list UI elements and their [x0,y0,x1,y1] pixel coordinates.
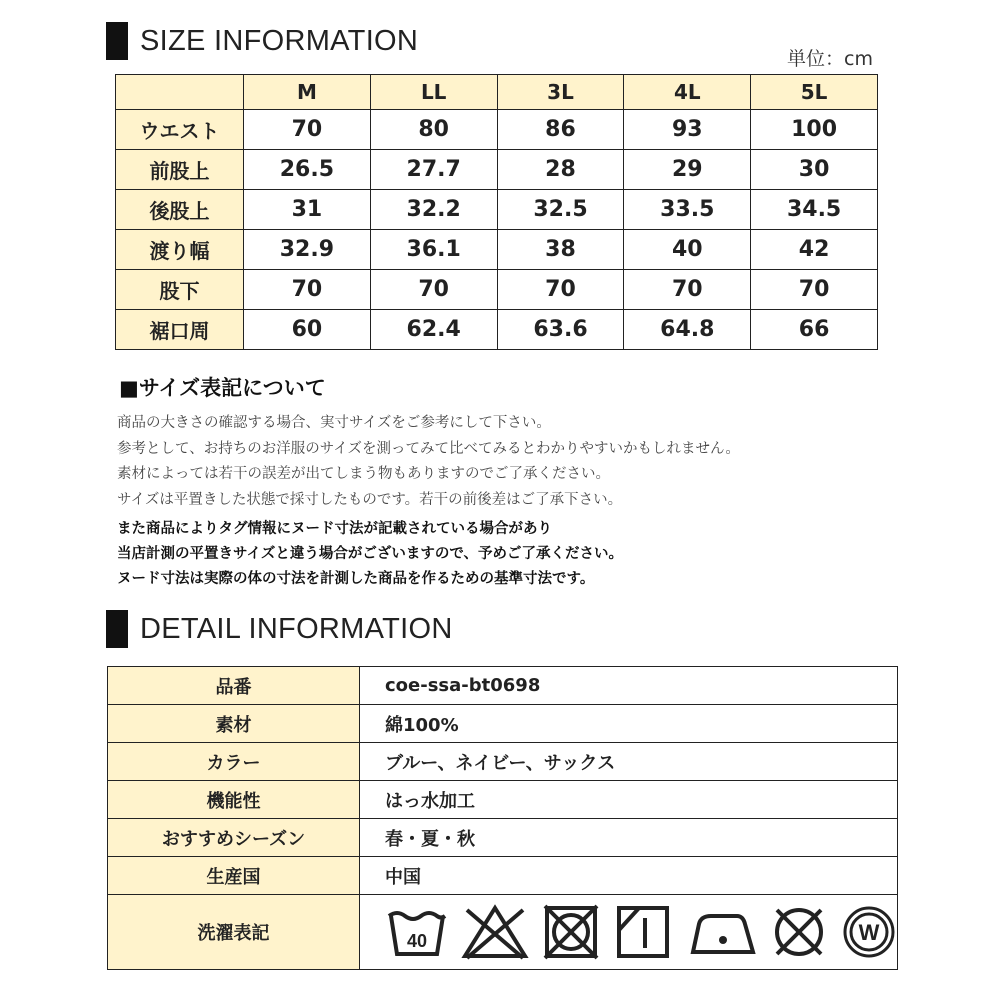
care-icons-cell [360,895,898,970]
size-cell: 36.1 [370,230,497,270]
size-col-header: 3L [497,75,624,110]
detail-section-title: DETAIL INFORMATION [140,612,453,645]
size-col-header: 5L [751,75,878,110]
note-line: 参考として、お持ちのお洋服のサイズを測ってみて比べてみるとわかりやすいかもしれません。 [117,440,740,457]
size-cell: 26.5 [244,150,371,190]
detail-value: coe-ssa-bt0698 [360,667,898,705]
table-row [116,230,878,270]
table-row [116,310,878,350]
line-dry-shade-icon [613,902,673,962]
size-cell: 29 [624,150,751,190]
table-row [108,857,898,895]
size-notes-heading: ■サイズ表記について [119,376,326,400]
size-cell: 70 [497,270,624,310]
size-cell: 34.5 [751,190,878,230]
size-row-label: 渡り幅 [116,230,244,270]
detail-value: はっ水加工 [360,781,898,819]
note-line: 素材によっては若干の誤差が出てしまう物もありますのでご了承ください。 [117,466,610,482]
no-bleach-icon [461,902,529,962]
size-cell: 38 [497,230,624,270]
note-line-bold: ヌード寸法は実際の体の寸法を計測した商品を作るための基準寸法です。 [117,571,595,587]
no-dry-clean-icon [769,902,829,962]
size-cell: 28 [497,150,624,190]
unit-label: 単位：cm [787,48,873,70]
size-notes [117,411,740,513]
detail-table [107,666,898,970]
care-icons [385,902,897,962]
table-row [108,667,898,705]
size-row-label: 後股上 [116,190,244,230]
detail-value: 中国 [360,857,898,895]
size-cell: 62.4 [370,310,497,350]
note-line: 商品の大きさの確認する場合、実寸サイズをご参考にして下さい。 [117,415,551,431]
size-table [115,74,878,350]
size-row-label: 前股上 [116,150,244,190]
size-section-header [106,22,418,60]
size-cell: 31 [244,190,371,230]
detail-section-header [106,610,453,648]
size-table-header-row [116,75,878,110]
size-cell: 70 [244,110,371,150]
size-cell: 70 [751,270,878,310]
note-line-bold: 当店計測の平置きサイズと違う場合がございますので、予めご了承ください。 [117,546,624,562]
detail-label: カラー [108,743,360,781]
nude-size-notes [117,517,623,592]
detail-label: 機能性 [108,781,360,819]
care-label: 洗濯表記 [108,895,360,970]
wash-40-icon [385,902,449,962]
size-cell: 64.8 [624,310,751,350]
size-cell: 63.6 [497,310,624,350]
size-cell: 80 [370,110,497,150]
size-cell: 42 [751,230,878,270]
table-row [116,150,878,190]
detail-value: 春・夏・秋 [360,819,898,857]
table-row [108,705,898,743]
table-row [108,819,898,857]
size-cell: 70 [370,270,497,310]
size-cell: 32.2 [370,190,497,230]
table-row [116,270,878,310]
size-row-label: ウエスト [116,110,244,150]
table-row [108,781,898,819]
detail-label: 生産国 [108,857,360,895]
detail-label: 素材 [108,705,360,743]
size-cell: 33.5 [624,190,751,230]
size-cell: 30 [751,150,878,190]
table-row [108,743,898,781]
size-table-corner [116,75,244,110]
size-cell: 86 [497,110,624,150]
size-cell: 70 [624,270,751,310]
wet-clean-icon [841,904,897,960]
size-col-header: LL [370,75,497,110]
size-cell: 100 [751,110,878,150]
detail-label: 品番 [108,667,360,705]
size-cell: 70 [244,270,371,310]
size-col-header: 4L [624,75,751,110]
size-cell: 27.7 [370,150,497,190]
detail-value: 綿100% [360,705,898,743]
detail-label: おすすめシーズン [108,819,360,857]
no-tumble-dry-icon [541,902,601,962]
header-bar [106,22,128,60]
table-row [116,190,878,230]
size-cell: 93 [624,110,751,150]
size-section-title: SIZE INFORMATION [140,24,419,57]
iron-low-icon [685,902,757,962]
wet-clean-letter: W [858,920,880,945]
table-row [116,110,878,150]
size-cell: 40 [624,230,751,270]
size-cell: 32.9 [244,230,371,270]
size-cell: 32.5 [497,190,624,230]
size-row-label: 裾口周 [116,310,244,350]
wash-temp-text: 40 [406,931,428,951]
size-cell: 60 [244,310,371,350]
size-row-label: 股下 [116,270,244,310]
note-line-bold: また商品によりタグ情報にヌード寸法が記載されている場合があり [117,521,552,537]
note-line: サイズは平置きした状態で採寸したものです。若干の前後差はご了承下さい。 [117,491,623,508]
size-col-header: M [244,75,371,110]
table-row [108,895,898,970]
detail-value: ブルー、ネイビー、サックス [360,743,898,781]
header-bar [106,610,128,648]
size-cell: 66 [751,310,878,350]
